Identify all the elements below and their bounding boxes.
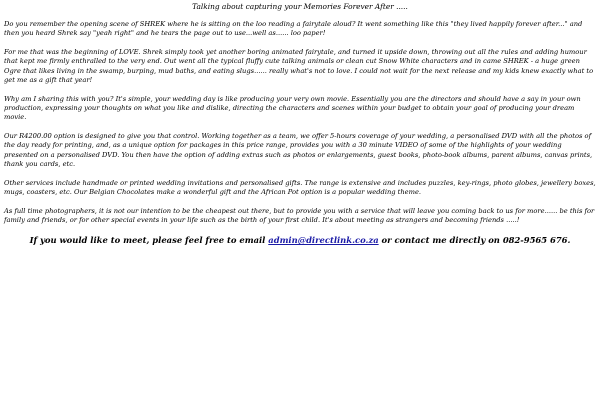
paragraph-other-services: Other services include handmade or printed wedding invitations and personalised gifts. The range is extensive and includes puzzles, key-rings, photo globes, jewellery boxes, mugs, coasters, etc. Our Belgian Chocolates make a wonderful gift and the African Pot option is a popular wedding theme. xyxy=(4,178,596,197)
contact-text-after: or contact me directly on 082-9565 676. xyxy=(378,235,571,246)
paragraph-beginning-of-love: For me that was the beginning of LOVE. Shrek simply took yet another boring animated fairytale, and turned it upside down, throwing out all the rules and adding humour that kept me firmly enthralled to the very end. Out went all the typical fluffy cute talking animals or clean cut Snow White characters and in came SHREK - a huge green Ogre that likes living in the swamp, burping, mud baths, and eating slugs...... really what's not to love. I could not wait for the next release and my kids knew exactly what to get me as a gift that year! xyxy=(4,48,594,84)
paragraph-full-time-photographers: As full time photographers, it is not our intention to be the cheapest out there, but to provide you with a service that will leave you coming back to us for more...... be this for family and friends, or for other special events in your life such as the birth of your first child. It's about meeting as strangers and becoming friends .....! xyxy=(4,207,595,225)
email-link[interactable]: admin@directlink.co.za xyxy=(268,235,379,246)
paragraph-shrek-opening: Do you remember the opening scene of SHREK where he is sitting on the loo reading a fairytale aloud? It went something like this "they lived happily forever after..." and then you heard Shrek say "yeah right" and he tears the page out to use...well as...... loo paper! xyxy=(4,20,583,38)
document-page xyxy=(4,0,596,400)
paragraph-why-sharing: Why am I sharing this with you? It's simple, your wedding day is like producing your very own movie. Essentially you are the directors and should have a say in your own production, expressing your thoughts on what you like and dislike, directing the characters and scenes within your budget to obtain your goal of producing your dream movie. xyxy=(4,94,581,122)
contact-line xyxy=(4,235,596,246)
paragraph-package-option: Our R4200.00 option is designed to give you that control. Working together as a team, we offer 5-hours coverage of your wedding, a personalised DVD with all the photos of the day ready for printing, and, as a unique option for packages in this price range, provides you with a 30 minute VIDEO of some of the highlights of your wedding presented on a personalised DVD. You then have the option of adding extras such as photos or enlargements, guest books, photo-book albums, parent albums, canvas prints, thank you cards, etc. xyxy=(4,132,593,168)
contact-text-before: If you would like to meet, please feel free to email xyxy=(29,235,269,246)
page-title: Talking about capturing your Memories Forever After ..... xyxy=(192,2,408,11)
